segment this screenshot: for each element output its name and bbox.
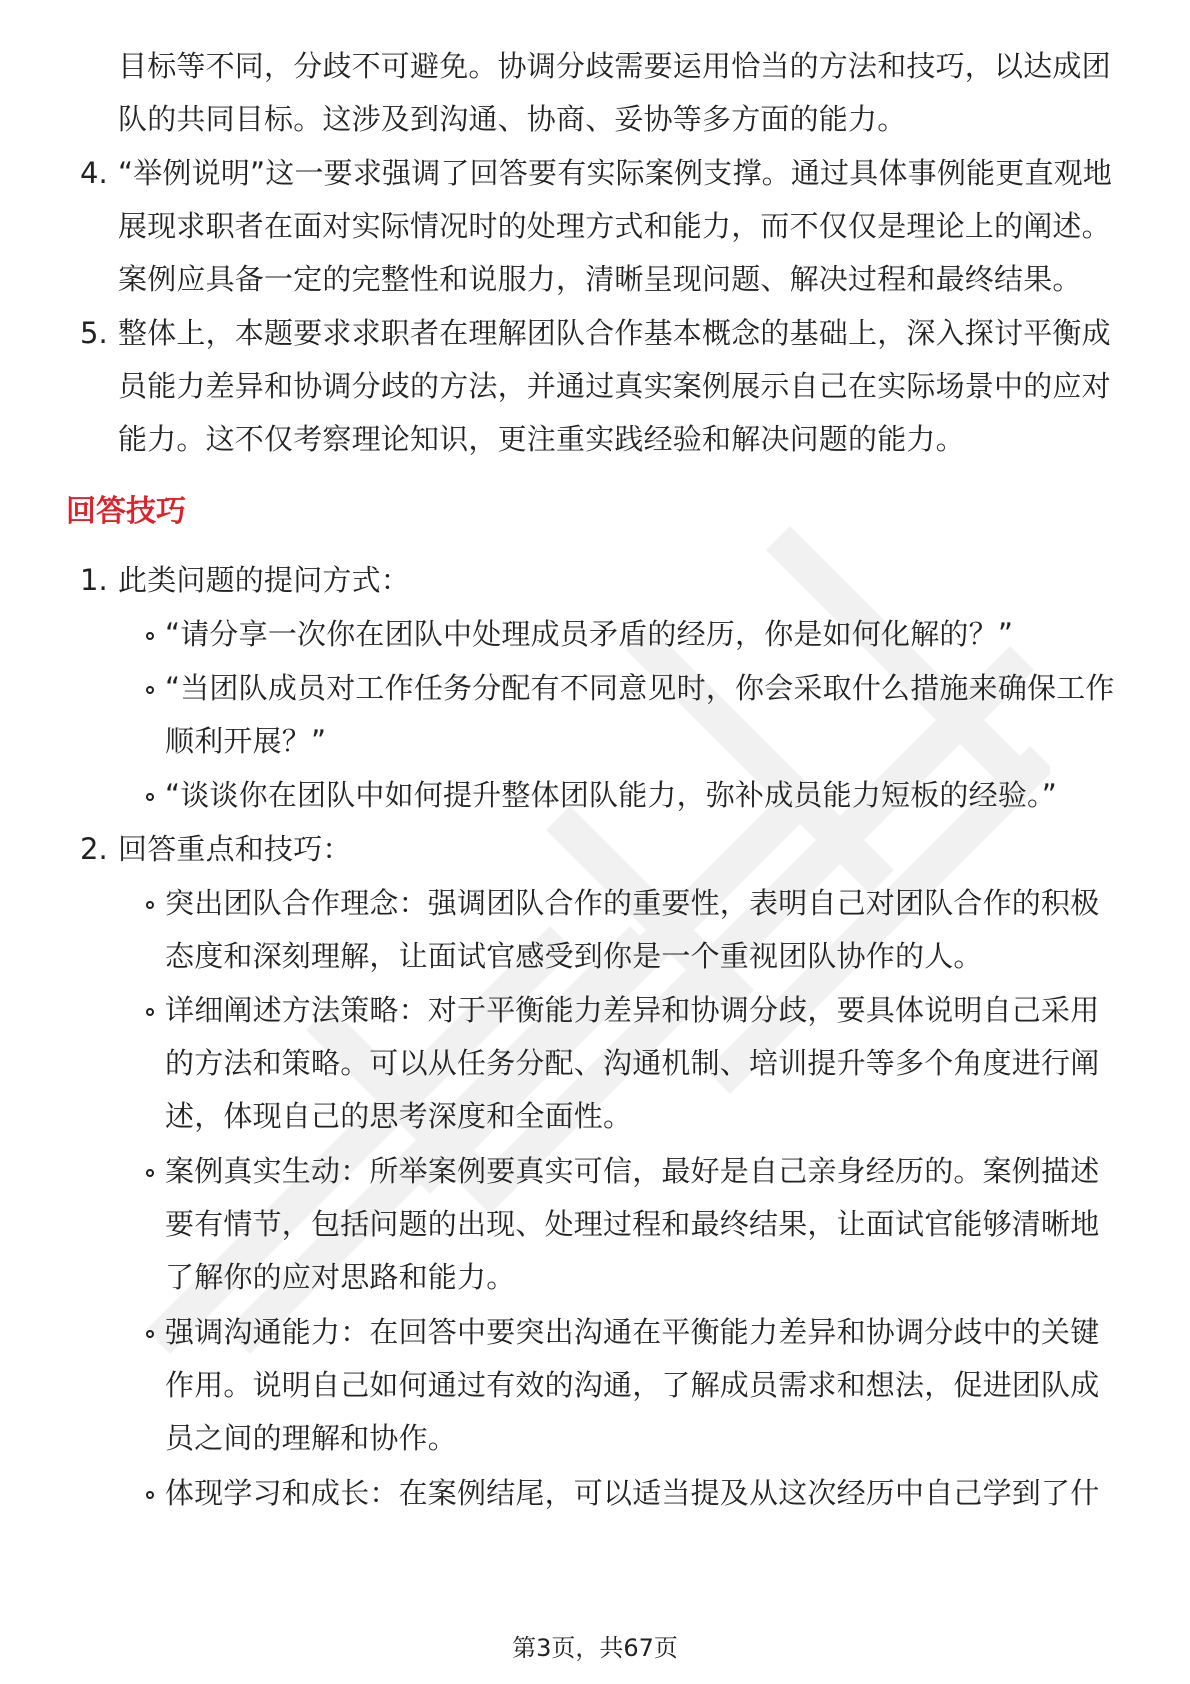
bullet-line: 案例真实生动：所举案例要真实可信，最好是自己亲身经历的。案例描述 bbox=[165, 1154, 1100, 1188]
bullet-line: “谈谈你在团队中如何提升整体团队能力，弥补成员能力短板的经验。” bbox=[165, 778, 1057, 812]
section-heading: 回答技巧 bbox=[66, 494, 186, 529]
list-item-line: 展现求职者在面对实际情况时的处理方式和能力，而不仅仅是理论上的阐述。 bbox=[118, 209, 1111, 243]
bullet-line: 要有情节，包括问题的出现、处理过程和最终结果，让面试官能够清晰地 bbox=[165, 1207, 1100, 1241]
bullet-line: 详细阐述方法策略：对于平衡能力差异和协调分歧，要具体说明自己采用 bbox=[165, 993, 1100, 1027]
bullet-line: 了解你的应对思路和能力。 bbox=[165, 1260, 516, 1294]
bullet-line: 体现学习和成长：在案例结尾，可以适当提及从这次经历中自己学到了什 bbox=[165, 1476, 1100, 1510]
list-item-line: 案例应具备一定的完整性和说服力，清晰呈现问题、解决过程和最终结果。 bbox=[118, 262, 1082, 296]
bullet-line: 员之间的理解和协作。 bbox=[165, 1421, 458, 1455]
bullet-line: “请分享一次你在团队中处理成员矛盾的经历，你是如何化解的？” bbox=[165, 617, 1014, 651]
list-heading: 此类问题的提问方式： bbox=[118, 563, 411, 597]
bullet-icon bbox=[146, 901, 154, 909]
list-number: 5. bbox=[80, 316, 108, 350]
paragraph-line: 队的共同目标。这涉及到沟通、协商、妥协等多方面的能力。 bbox=[118, 102, 907, 136]
bullet-line: 述，体现自己的思考深度和全面性。 bbox=[165, 1099, 633, 1133]
bullet-line: 的方法和策略。可以从任务分配、沟通机制、培训提升等多个角度进行阐 bbox=[165, 1046, 1100, 1080]
list-heading: 回答重点和技巧： bbox=[118, 832, 352, 866]
list-number: 1. bbox=[80, 563, 108, 597]
list-number: 2. bbox=[80, 832, 108, 866]
paragraph-line: 目标等不同，分歧不可避免。协调分歧需要运用恰当的方法和技巧，以达成团 bbox=[118, 49, 1111, 83]
bullet-icon bbox=[146, 632, 154, 640]
list-item-line: 整体上，本题要求求职者在理解团队合作基本概念的基础上，深入探讨平衡成 bbox=[118, 316, 1111, 350]
bullet-icon bbox=[146, 1491, 154, 1499]
list-item-line: 员能力差异和协调分歧的方法，并通过真实案例展示自己在实际场景中的应对 bbox=[118, 369, 1111, 403]
list-item-line: “举例说明”这一要求强调了回答要有实际案例支撑。通过具体事例能更直观地 bbox=[118, 156, 1113, 190]
bullet-line: 强调沟通能力：在回答中要突出沟通在平衡能力差异和协调分歧中的关键 bbox=[165, 1315, 1100, 1349]
bullet-line: “当团队成员对工作任务分配有不同意见时，你会采取什么措施来确保工作 bbox=[165, 671, 1115, 705]
page-footer: 第3页，共67页 bbox=[512, 1634, 678, 1662]
bullet-icon bbox=[146, 1169, 154, 1177]
bullet-icon bbox=[146, 686, 154, 694]
bullet-line: 顺利开展？” bbox=[165, 724, 327, 758]
list-item-line: 能力。这不仅考察理论知识，更注重实践经验和解决问题的能力。 bbox=[118, 422, 965, 456]
bullet-icon bbox=[146, 793, 154, 801]
bullet-icon bbox=[146, 1330, 154, 1338]
bullet-icon bbox=[146, 1008, 154, 1016]
bullet-line: 作用。说明自己如何通过有效的沟通，了解成员需求和想法，促进团队成 bbox=[165, 1368, 1100, 1402]
list-number: 4. bbox=[80, 156, 108, 190]
bullet-line: 态度和深刻理解，让面试官感受到你是一个重视团队协作的人。 bbox=[165, 939, 983, 973]
bullet-line: 突出团队合作理念：强调团队合作的重要性，表明自己对团队合作的积极 bbox=[165, 886, 1100, 920]
